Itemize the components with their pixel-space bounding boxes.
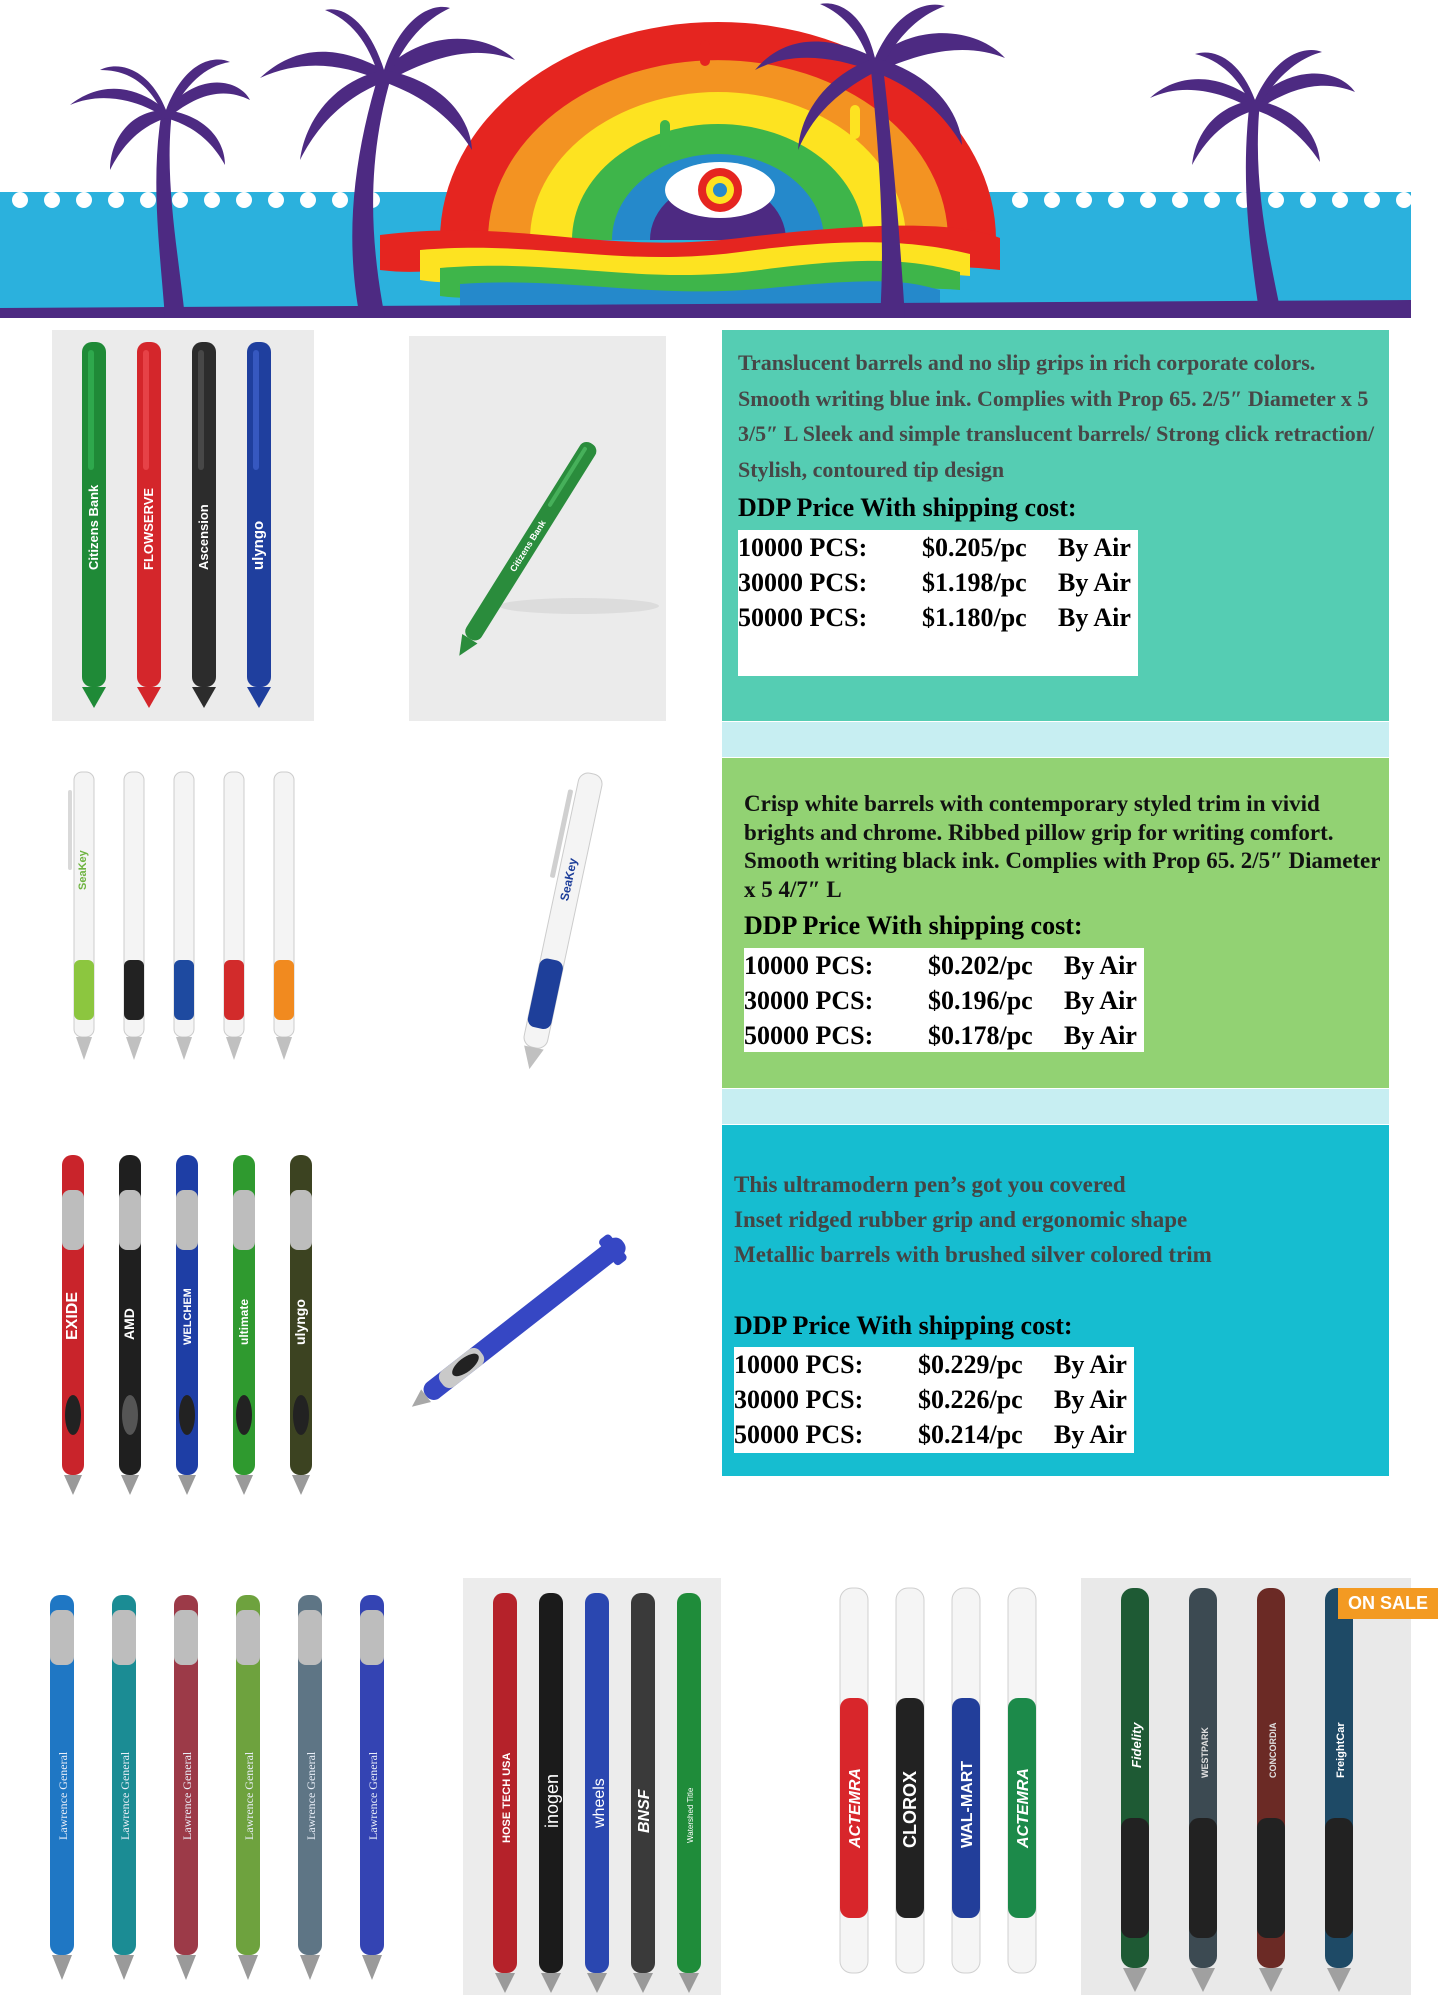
single-pen-photo-icon — [409, 336, 666, 721]
imprint-text: CONCORDIA — [1268, 1722, 1278, 1778]
unit-price: $0.202/pc — [928, 951, 1033, 980]
quantity: 50000 PCS: — [738, 603, 868, 632]
quantity: 10000 PCS: — [738, 533, 868, 562]
imprint-text: WESTPARK — [1200, 1727, 1210, 1778]
quantity: 10000 PCS: — [744, 951, 874, 980]
imprint-text: Ascension — [196, 504, 211, 570]
unit-price: $0.214/pc — [918, 1420, 1023, 1449]
imprint-text: Lawrence General — [180, 1751, 194, 1840]
imprint-text: wheels — [591, 1778, 608, 1828]
price-table — [738, 530, 1138, 676]
price-row — [738, 600, 1138, 635]
pen-group-photo-icon — [52, 330, 314, 721]
imprint-text: Lawrence General — [304, 1751, 318, 1840]
imprint-text: Lawrence General — [366, 1751, 380, 1840]
product-3-group-photo — [14, 1140, 314, 1500]
unit-price: $0.226/pc — [918, 1385, 1023, 1414]
description-line: Inset ridged rubber grip and ergonomic shape — [734, 1207, 1188, 1232]
imprint-text: Fidelity — [1129, 1722, 1144, 1768]
imprint-text: WAL-MART — [959, 1760, 976, 1848]
pen-group-photo-icon — [1081, 1578, 1411, 1995]
shipping-method: By Air — [1054, 1420, 1127, 1449]
imprint-text: Watershed Title — [686, 1787, 695, 1843]
imprint-text: Citizens Bank — [508, 518, 548, 574]
product-1-group-photo — [52, 330, 314, 721]
product-description: Translucent barrels and no slip grips in rich corporate colors. Smooth writing blue ink. Complies with Prop 65. 2/5″ Diameter x 5 3/5″ L Sleek and simple translucent barrels/ Strong click retraction/ Stylish, contoured tip design — [738, 350, 1375, 482]
shipping-method: By Air — [1054, 1385, 1127, 1414]
shipping-method: By Air — [1064, 951, 1137, 980]
description-line: Metallic barrels with brushed silver colored trim — [734, 1242, 1212, 1267]
imprint-text: ACTEMRA — [1015, 1768, 1032, 1848]
pen-group-photo-icon — [52, 760, 314, 1070]
shipping-method: By Air — [1064, 986, 1137, 1015]
imprint-text: HOSE TECH USA — [501, 1752, 513, 1843]
quantity: 30000 PCS: — [734, 1385, 864, 1414]
product-description: Crisp white barrels with contemporary styled trim in vivid brights and chrome. Ribbed pillow grip for writing comfort. Smooth writing black ink. Complies with Prop 65. 2/5″ Diameter x 5 4/7″ L — [744, 791, 1381, 902]
product-2-info-panel — [722, 758, 1389, 1088]
rainbow-sun-palm-banner-icon — [0, 0, 1411, 318]
panel-divider — [722, 1089, 1389, 1124]
pen-group-photo-icon — [463, 1578, 721, 1995]
imprint-text: SeaKey — [557, 856, 581, 903]
quantity: 30000 PCS: — [744, 986, 874, 1015]
imprint-text: ultimate — [237, 1298, 251, 1345]
unit-price: $0.196/pc — [928, 986, 1033, 1015]
product-1-info-panel — [722, 330, 1389, 721]
imprint-text: Citizens Bank — [86, 484, 101, 570]
unit-price: $0.205/pc — [922, 533, 1027, 562]
price-heading: DDP Price With shipping cost: — [738, 493, 1077, 522]
imprint-text: EXIDE — [64, 1291, 81, 1340]
price-row — [734, 1347, 1134, 1382]
on-sale-badge: ON SALE — [1338, 1588, 1438, 1619]
gallery-photo-2 — [463, 1578, 721, 1995]
imprint-text: CLOROX — [900, 1770, 920, 1848]
gallery-photo-1 — [30, 1580, 410, 1995]
quantity: 30000 PCS: — [738, 568, 868, 597]
header-banner — [0, 0, 1411, 318]
product-description — [734, 1167, 1374, 1272]
price-row — [744, 1018, 1144, 1053]
shipping-method: By Air — [1054, 1350, 1127, 1379]
imprint-text: inogen — [542, 1773, 562, 1828]
single-pen-photo-icon — [409, 760, 666, 1080]
price-row — [744, 983, 1144, 1018]
pen-group-photo-icon — [14, 1140, 314, 1500]
price-row — [738, 530, 1138, 565]
shipping-method: By Air — [1058, 568, 1131, 597]
shipping-method: By Air — [1064, 1021, 1137, 1050]
price-heading: DDP Price With shipping cost: — [744, 911, 1083, 940]
unit-price: $0.178/pc — [928, 1021, 1033, 1050]
unit-price: $0.229/pc — [918, 1350, 1023, 1379]
imprint-text: Lawrence General — [56, 1751, 70, 1840]
product-3-single-photo — [380, 1200, 666, 1440]
imprint-text: ulyngo — [292, 1299, 308, 1345]
quantity: 10000 PCS: — [734, 1350, 864, 1379]
imprint-text: ACTEMRA — [847, 1768, 864, 1848]
shipping-method: By Air — [1058, 533, 1131, 562]
imprint-text: ulyngo — [250, 520, 267, 570]
product-2-single-photo — [409, 760, 666, 1080]
single-pen-photo-icon — [380, 1200, 666, 1440]
quantity: 50000 PCS: — [734, 1420, 864, 1449]
price-row — [738, 565, 1138, 600]
imprint-text: Lawrence General — [118, 1751, 132, 1840]
price-table — [734, 1347, 1134, 1453]
imprint-text: SeaKey — [77, 850, 89, 890]
imprint-text: FreightCar — [1335, 1722, 1347, 1778]
imprint-text: Lawrence General — [242, 1751, 256, 1840]
shipping-method: By Air — [1058, 603, 1131, 632]
product-3-info-panel — [722, 1125, 1389, 1476]
gallery-photo-4 — [1081, 1578, 1429, 1995]
imprint-text: FLOWSERVE — [141, 487, 156, 570]
price-row — [734, 1417, 1134, 1452]
product-1-single-photo — [409, 336, 666, 721]
imprint-text: AMD — [121, 1308, 137, 1340]
quantity: 50000 PCS: — [744, 1021, 874, 1050]
pen-group-photo-icon — [30, 1580, 410, 1995]
imprint-text: BNSF — [636, 1789, 653, 1833]
price-row — [744, 948, 1144, 983]
imprint-text: WELCHEM — [182, 1288, 194, 1345]
gallery-photo-3 — [810, 1578, 1066, 1995]
price-heading: DDP Price With shipping cost: — [734, 1311, 1073, 1340]
price-row — [734, 1382, 1134, 1417]
description-line: This ultramodern pen’s got you covered — [734, 1172, 1126, 1197]
price-table — [744, 948, 1144, 1052]
pen-group-photo-icon — [810, 1578, 1066, 1995]
unit-price: $1.198/pc — [922, 568, 1027, 597]
panel-divider — [722, 722, 1389, 757]
unit-price: $1.180/pc — [922, 603, 1027, 632]
product-2-group-photo — [52, 760, 314, 1070]
